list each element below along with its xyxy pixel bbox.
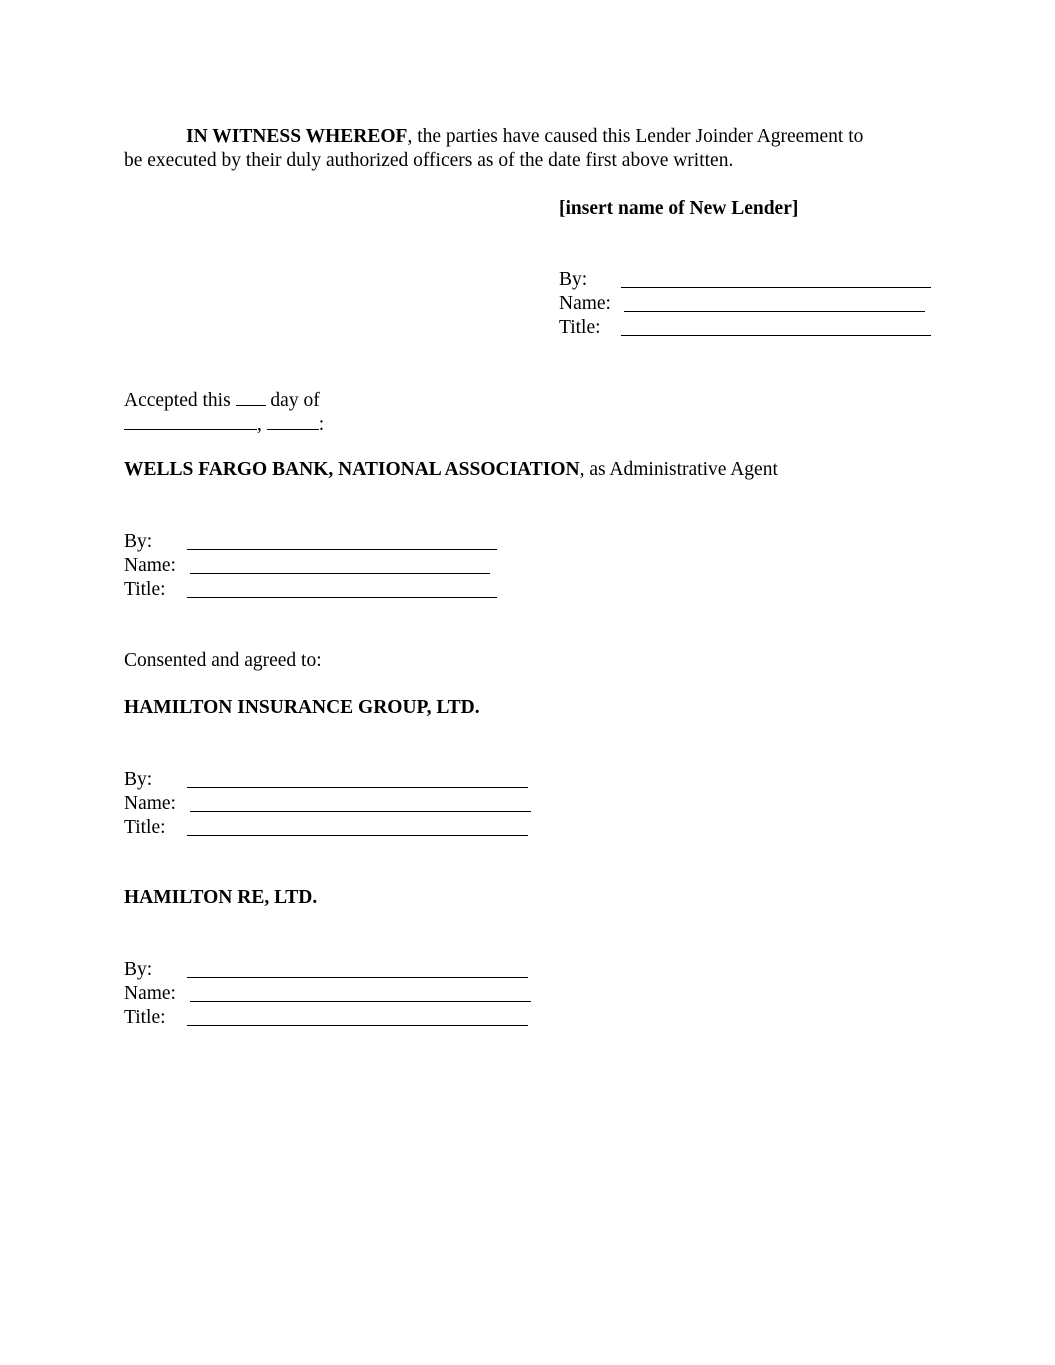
consent-text: Consented and agreed to: bbox=[124, 650, 322, 671]
title-label: Title: bbox=[124, 579, 166, 600]
new-lender-name-line[interactable] bbox=[624, 311, 925, 312]
name-label: Name: bbox=[559, 293, 611, 314]
new-lender-name-row bbox=[559, 292, 939, 316]
hamilton-group-by-line[interactable] bbox=[187, 787, 528, 788]
hamilton-group-name-line[interactable] bbox=[190, 811, 531, 812]
hamilton-re-name-line[interactable] bbox=[190, 1001, 531, 1002]
accepted-prefix: Accepted this bbox=[124, 390, 231, 411]
title-label: Title: bbox=[124, 1007, 166, 1028]
accepted-day-blank[interactable] bbox=[236, 387, 266, 406]
hamilton-group-by-row bbox=[124, 768, 544, 792]
accepted-month-blank[interactable] bbox=[124, 411, 257, 430]
hamilton-re-by-row bbox=[124, 958, 544, 982]
hamilton-group-name-row bbox=[124, 792, 544, 816]
new-lender-by-row bbox=[559, 268, 939, 292]
accepted-line-2 bbox=[124, 411, 324, 437]
agent-heading bbox=[124, 458, 778, 482]
agent-name-row bbox=[124, 554, 504, 578]
hamilton-re-by-line[interactable] bbox=[187, 977, 528, 978]
agent-name-line[interactable] bbox=[190, 573, 490, 574]
name-label: Name: bbox=[124, 983, 176, 1004]
name-label: Name: bbox=[124, 793, 176, 814]
hamilton-group-name: HAMILTON INSURANCE GROUP, LTD. bbox=[124, 697, 480, 718]
hamilton-re-name: HAMILTON RE, LTD. bbox=[124, 887, 318, 908]
intro-paragraph-line-1 bbox=[124, 125, 863, 149]
by-label: By: bbox=[124, 769, 153, 790]
title-label: Title: bbox=[559, 317, 601, 338]
agent-role: , as Administrative Agent bbox=[579, 459, 778, 480]
agent-by-line[interactable] bbox=[187, 549, 497, 550]
new-lender-title-line[interactable] bbox=[621, 335, 931, 336]
hamilton-re-title-row bbox=[124, 1006, 544, 1030]
agent-title-line[interactable] bbox=[187, 597, 497, 598]
intro-paragraph-line-2: be executed by their duly authorized officers as of the date first above written. bbox=[124, 150, 734, 171]
accepted-year-blank[interactable] bbox=[267, 411, 319, 430]
accepted-comma: , bbox=[257, 414, 262, 435]
agent-title-row bbox=[124, 578, 504, 602]
accepted-colon: : bbox=[318, 414, 325, 435]
accepted-line-1 bbox=[124, 387, 320, 413]
in-witness-whereof: IN WITNESS WHEREOF bbox=[186, 126, 408, 147]
agent-name: WELLS FARGO BANK, NATIONAL ASSOCIATION bbox=[124, 459, 580, 480]
by-label: By: bbox=[559, 269, 588, 290]
name-label: Name: bbox=[124, 555, 176, 576]
agent-by-row bbox=[124, 530, 504, 554]
hamilton-re-name-row bbox=[124, 982, 544, 1006]
by-label: By: bbox=[124, 959, 153, 980]
new-lender-by-line[interactable] bbox=[621, 287, 931, 288]
new-lender-title-row bbox=[559, 316, 939, 340]
new-lender-name: [insert name of New Lender] bbox=[559, 198, 799, 219]
intro-text: , the parties have caused this Lender Joinder Agreement to bbox=[407, 126, 864, 147]
hamilton-group-title-row bbox=[124, 816, 544, 840]
by-label: By: bbox=[124, 531, 153, 552]
hamilton-re-title-line[interactable] bbox=[187, 1025, 528, 1026]
accepted-middle: day of bbox=[270, 390, 320, 411]
hamilton-group-title-line[interactable] bbox=[187, 835, 528, 836]
title-label: Title: bbox=[124, 817, 166, 838]
